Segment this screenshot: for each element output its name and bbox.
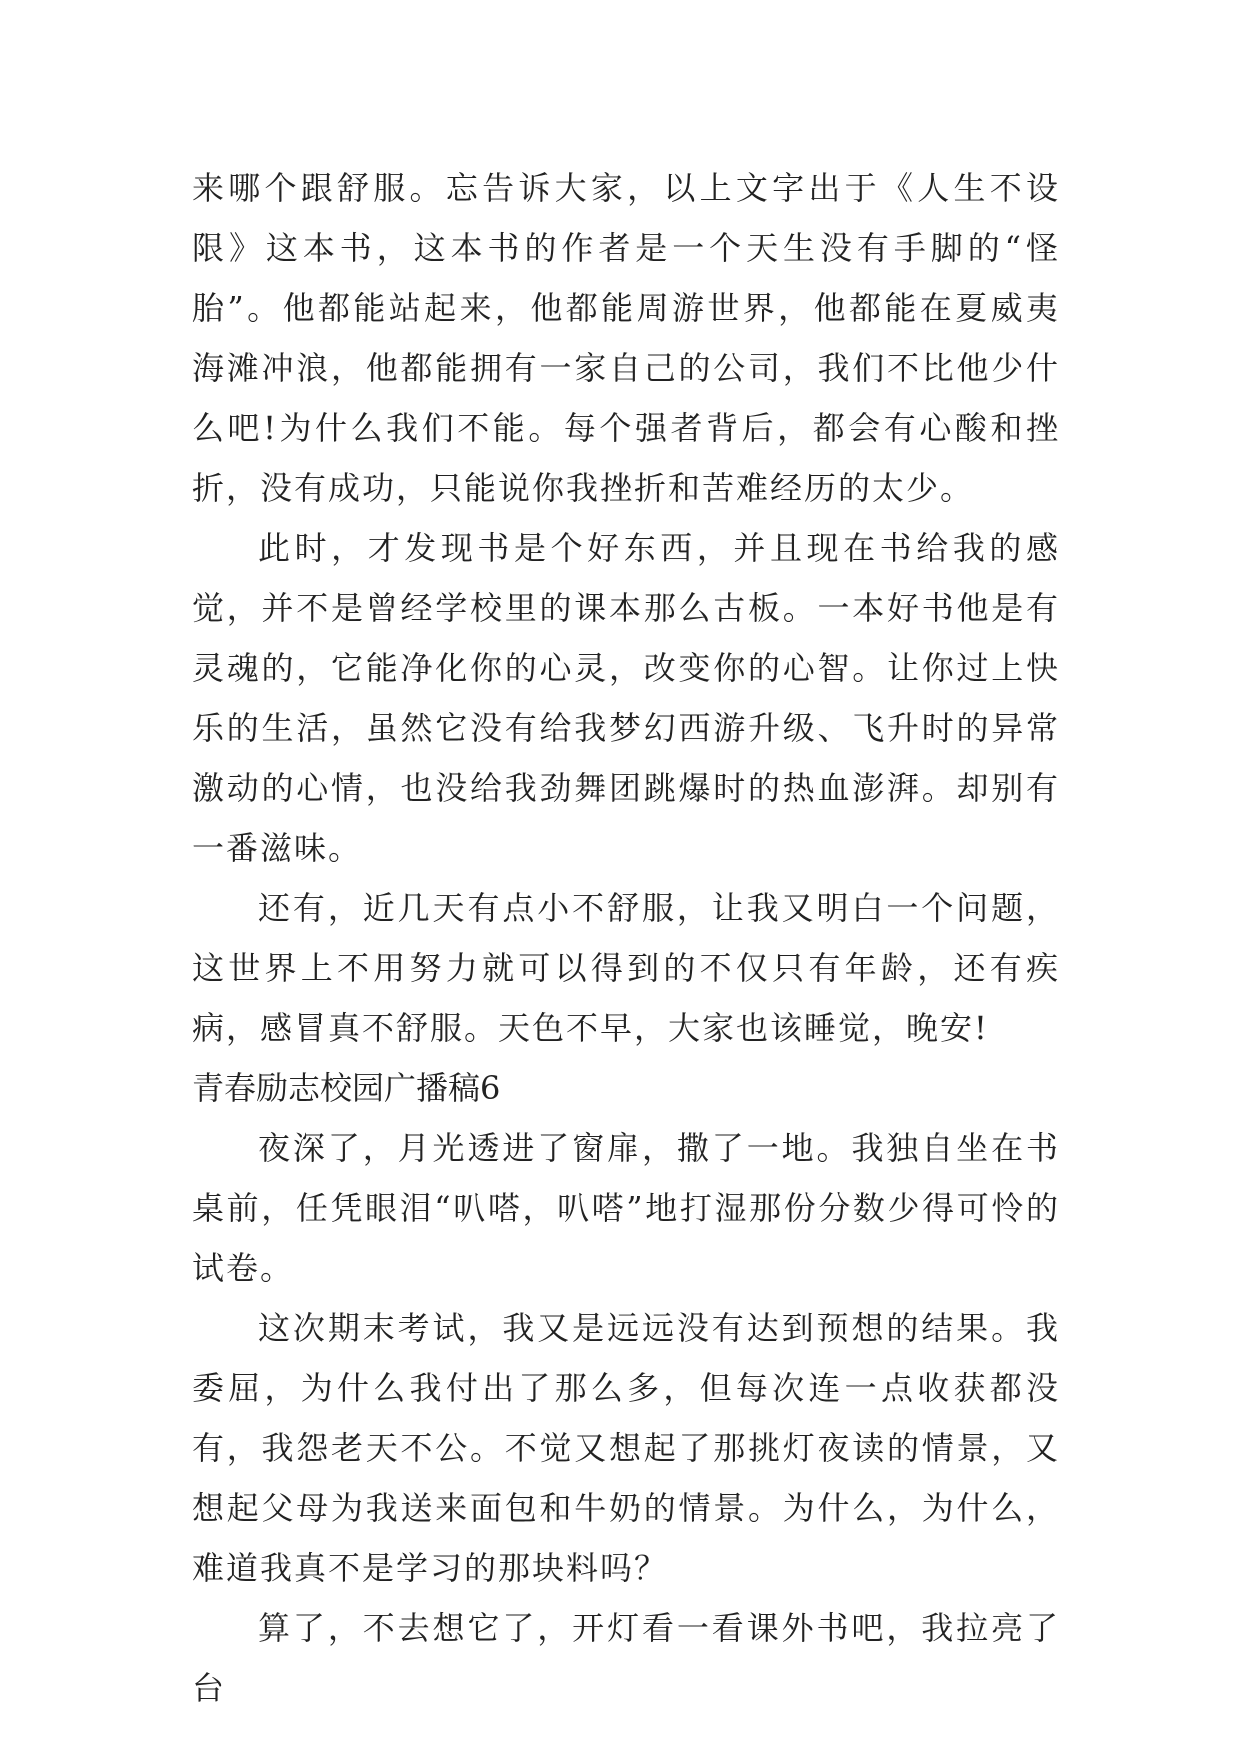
- paragraph: 来哪个跟舒服。忘告诉大家，以上文字出于《人生不设限》这本书，这本书的作者是一个天生没有手脚的“怪胎”。他都能站起来，他都能周游世界，他都能在夏威夷海滩冲浪，他都能拥有一家自己的公司，我们不比他少什么吧!为什么我们不能。每个强者背后，都会有心酸和挫折，没有成功，只能说你我挫折和苦难经历的太少。: [192, 169, 1060, 507]
- paragraph: 算了，不去想它了，开灯看一看课外书吧，我拉亮了台: [192, 1609, 1060, 1707]
- paragraph: 夜深了，月光透进了窗扉，撒了一地。我独自坐在书桌前，任凭眼泪“叭嗒，叭嗒”地打湿那份分数少得可怜的试卷。: [192, 1129, 1060, 1287]
- document-body: [192, 158, 1060, 1718]
- paragraph: 此时，才发现书是个好东西，并且现在书给我的感觉，并不是曾经学校里的课本那么古板。一本好书他是有灵魂的，它能净化你的心灵，改变你的心智。让你过上快乐的生活，虽然它没有给我梦幻西游升级、飞升时的异常激动的心情，也没给我劲舞团跳爆时的热血澎湃。却别有一番滋味。: [192, 529, 1060, 867]
- paragraph: 这次期末考试，我又是远远没有达到预想的结果。我委屈，为什么我付出了那么多，但每次连一点收获都没有，我怨老天不公。不觉又想起了那挑灯夜读的情景，又想起父母为我送来面包和牛奶的情景。为什么，为什么，难道我真不是学习的那块料吗？: [192, 1309, 1060, 1587]
- section-heading: 青春励志校园广播稿6: [192, 1069, 501, 1107]
- paragraph: 还有，近几天有点小不舒服，让我又明白一个问题，这世界上不用努力就可以得到的不仅只有年龄，还有疾病，感冒真不舒服。天色不早，大家也该睡觉，晚安!: [192, 889, 1060, 1047]
